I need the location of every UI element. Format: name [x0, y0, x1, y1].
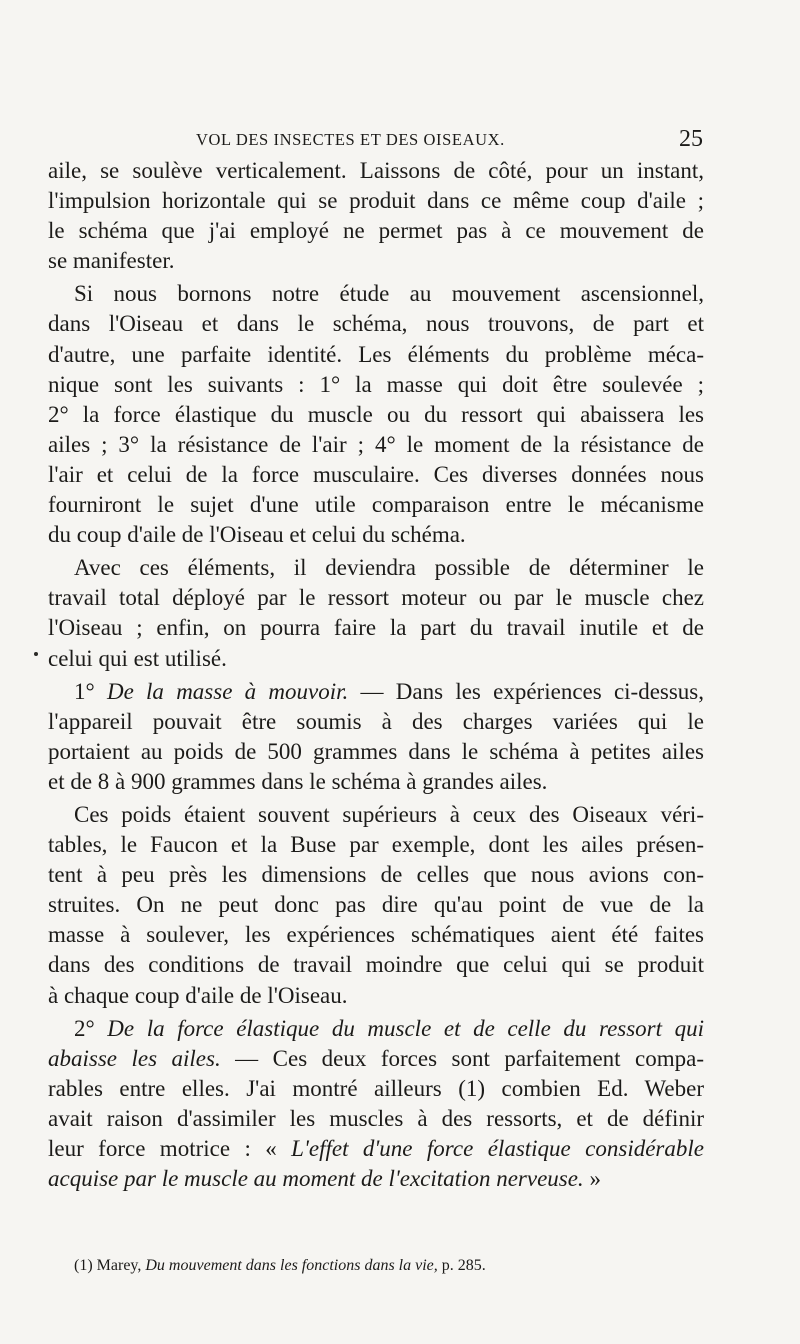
text-line: du coup d'aile de l'Oiseau et celui du schéma. — [48, 522, 466, 548]
footnote — [74, 1257, 714, 1275]
section-number: 2° — [74, 1015, 95, 1041]
ink-dot — [34, 652, 38, 656]
text-line: dans l'Oiseau et dans le schéma, nous trouvons, de part et — [48, 311, 704, 337]
paragraph-3 — [48, 553, 704, 673]
section-number: 1° — [74, 678, 95, 704]
paragraph-4 — [48, 677, 704, 797]
section-heading: De la force élastique du muscle et de celle du ressort qui — [107, 1015, 704, 1041]
text-line — [48, 1014, 704, 1044]
footnote-title: Du mouvement dans les fonctions dans la vie, — [145, 1257, 438, 1274]
text-line: celui qui est utilisé. — [48, 645, 227, 671]
paragraph-1 — [48, 156, 704, 276]
text-line: fourniront le sujet d'une utile comparaison entre le mécanisme — [48, 492, 704, 518]
quotation: L'effet d'une force élastique considérable — [291, 1136, 704, 1161]
text-line: tent à peu près les dimensions de celles que nous avions con- — [48, 862, 704, 888]
text-line: l'appareil pouvait être soumis à des charges variées qui le — [48, 708, 704, 734]
text-fragment: — Ces deux forces sont parfaitement compa- — [220, 1045, 704, 1071]
text-line: struites. On ne peut donc pas dire qu'au point de vue de la — [48, 892, 704, 918]
text-line: rables entre elles. J'ai montré ailleurs (1) combien Ed. Weber — [48, 1075, 704, 1101]
text-line: le schéma que j'ai employé ne permet pas à ce mouvement de — [48, 218, 704, 244]
text-line: masse à soulever, les expériences schématiques aient été faites — [48, 922, 704, 948]
text-line: nique sont les suivants : 1° la masse qui doit être soulevée ; — [48, 371, 704, 397]
text-line: ailes ; 3° la résistance de l'air ; 4° le moment de la résistance de — [48, 431, 704, 457]
text-line: Ces poids étaient souvent supérieurs à ceux des Oiseaux véri- — [74, 801, 704, 827]
text-line: aile, se soulève verticalement. Laissons de côté, pour un instant, — [48, 158, 704, 183]
text-line: l'Oiseau ; enfin, on pourra faire la part du travail inutile et de — [48, 615, 704, 641]
page-number: 25 — [679, 126, 703, 152]
text-fragment: — Dans les expériences ci-dessus, — [348, 678, 705, 704]
text-line: Avec ces éléments, il deviendra possible de déterminer le — [74, 555, 704, 581]
text-fragment: leur force motrice : « — [48, 1136, 292, 1161]
paragraph-5 — [48, 800, 704, 1011]
paragraph-6 — [48, 1014, 704, 1195]
text-line: l'air et celui de la force musculaire. Ces diverses données nous — [48, 461, 704, 487]
text-line: à chaque coup d'aile de l'Oiseau. — [48, 982, 348, 1008]
body-text — [48, 156, 704, 1197]
text-line: avait raison d'assimiler les muscles à des ressorts, et de définir — [48, 1105, 704, 1131]
text-line: l'impulsion horizontale qui se produit dans ce même coup d'aile ; — [48, 188, 704, 214]
text-line: dans des conditions de travail moindre que celui qui se produit — [48, 952, 704, 978]
running-head: VOL DES INSECTES ET DES OISEAUX. — [196, 130, 505, 149]
section-heading: De la masse à mouvoir. — [106, 678, 349, 704]
text-line: portaient au poids de 500 grammes dans le schéma à petites ailes — [48, 738, 704, 764]
text-line — [48, 677, 704, 707]
text-line — [48, 1044, 704, 1074]
page-header — [48, 126, 703, 156]
section-heading-cont: abaisse les ailes. — [48, 1045, 221, 1071]
text-line — [48, 1164, 704, 1194]
text-line: se manifester. — [48, 248, 175, 274]
text-line: travail total déployé par le ressort moteur ou par le muscle chez — [48, 585, 704, 611]
text-line: Si nous bornons notre étude au mouvement ascensionnel, — [74, 281, 704, 307]
text-fragment: » — [583, 1166, 601, 1192]
footnote-marker: (1) Marey, — [74, 1257, 146, 1274]
text-line: d'autre, une parfaite identité. Les éléments du problème méca- — [48, 341, 704, 367]
text-line — [48, 1134, 704, 1164]
text-line: 2° la force élastique du muscle ou du ressort qui abaissera les — [48, 401, 704, 427]
text-line: tables, le Faucon et la Buse par exemple, dont les ailes présen- — [48, 832, 704, 858]
text-line: et de 8 à 900 grammes dans le schéma à grandes ailes. — [48, 768, 548, 794]
quotation: acquise par le muscle au moment de l'excitation nerveuse. — [48, 1166, 584, 1192]
paragraph-2 — [48, 279, 704, 550]
footnote-page: p. 285. — [437, 1257, 486, 1274]
